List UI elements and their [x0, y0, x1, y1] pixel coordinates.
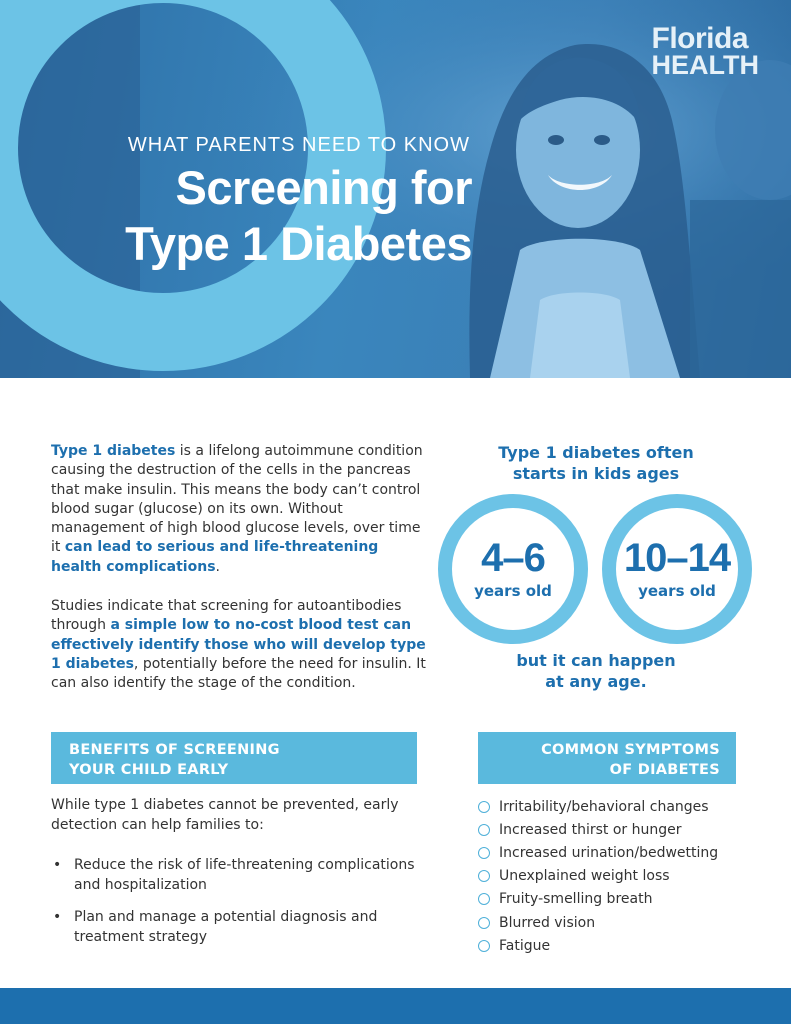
age-range-2-unit: years old — [638, 582, 716, 600]
age-range-1: 4–6 — [481, 536, 545, 580]
benefits-heading-line-2: YOUR CHILD EARLY — [69, 762, 229, 778]
symptom-text: Irritability/behavioral changes — [499, 798, 709, 815]
list-item — [478, 888, 768, 911]
intro-highlight-3: a simple low to no-cost blood test can effectively identify those who will develop type 1 diabetes — [51, 617, 426, 672]
age-callout-heading — [438, 442, 754, 484]
age-footer-line-1: but it can happen — [516, 651, 676, 670]
intro-highlight-1: Type 1 diabetes — [51, 443, 176, 459]
age-heading-line-2: starts in kids ages — [512, 464, 680, 483]
age-circles — [438, 494, 754, 654]
list-item — [478, 934, 768, 957]
florida-health-logo — [651, 22, 760, 80]
symptom-text: Fatigue — [499, 937, 551, 954]
page-title-line-2: Type 1 Diabetes — [125, 217, 472, 270]
list-item — [478, 795, 768, 818]
intro-text — [51, 442, 431, 714]
list-item — [478, 818, 768, 841]
benefits-section — [51, 795, 421, 959]
symptom-text: Increased thirst or hunger — [499, 821, 682, 838]
page-title — [30, 160, 472, 272]
age-circle-older — [602, 494, 752, 644]
age-footer-line-2: at any age. — [545, 672, 647, 691]
benefits-lead: While type 1 diabetes cannot be prevented, early detection can help families to: — [51, 797, 399, 833]
symptoms-heading — [478, 732, 736, 784]
circle-bullet-icon — [478, 893, 490, 905]
intro-text-3: Studies indicate that screening for autoantibodies through — [51, 598, 402, 634]
benefit-text: Reduce the risk of life-threatening complications and hospitalization — [74, 857, 415, 893]
page-title-line-1: Screening for — [175, 161, 472, 214]
age-heading-line-1: Type 1 diabetes often — [498, 443, 694, 462]
intro-text-2: . — [215, 558, 220, 575]
footer-bar — [0, 988, 791, 1024]
bullet-icon: • — [53, 857, 62, 873]
age-callout — [438, 442, 754, 692]
symptoms-heading-line-1: COMMON SYMPTOMS — [541, 742, 720, 758]
symptoms-list — [478, 795, 768, 957]
intro-text-1: is a lifelong autoimmune condition causing the destruction of the cells in the pancreas that make insulin. This means the body can’t control blood sugar (glucose) on its own. Without management of high blood glucose levels, over time it — [51, 443, 423, 556]
benefits-list — [51, 855, 421, 947]
intro-paragraph-1 — [51, 442, 431, 577]
symptom-text: Unexplained weight loss — [499, 868, 670, 885]
logo-line-1: Florida — [651, 22, 749, 55]
circle-bullet-icon — [478, 940, 490, 952]
age-callout-footer — [438, 650, 754, 692]
circle-bullet-icon — [478, 870, 490, 882]
list-item — [478, 911, 768, 934]
age-range-2: 10–14 — [623, 536, 731, 580]
symptom-text: Fruity-smelling breath — [499, 891, 653, 908]
list-item — [51, 907, 421, 947]
intro-highlight-2: can lead to serious and life-threatening health complications — [51, 539, 379, 575]
symptom-text: Blurred vision — [499, 914, 596, 931]
logo-line-2: HEALTH — [651, 50, 759, 80]
age-range-1-unit: years old — [474, 582, 552, 600]
circle-bullet-icon — [478, 917, 490, 929]
benefits-heading-line-1: BENEFITS OF SCREENING — [69, 742, 280, 758]
benefit-text: Plan and manage a potential diagnosis and treatment strategy — [74, 909, 378, 945]
circle-bullet-icon — [478, 824, 490, 836]
symptom-text: Increased urination/bedwetting — [499, 844, 719, 861]
intro-paragraph-2 — [51, 597, 431, 693]
circle-bullet-icon — [478, 847, 490, 859]
hero-banner — [0, 0, 791, 378]
benefits-heading — [51, 732, 417, 784]
intro-text-4: , potentially before the need for insulin. It can also identify the stage of the condition. — [51, 655, 426, 692]
bullet-icon: • — [53, 909, 62, 925]
list-item — [51, 855, 421, 895]
symptoms-heading-line-2: OF DIABETES — [609, 762, 720, 778]
circle-bullet-icon — [478, 801, 490, 813]
age-circle-young — [438, 494, 588, 644]
list-item — [478, 841, 768, 864]
hero-kicker: WHAT PARENTS NEED TO KNOW — [127, 134, 470, 156]
list-item — [478, 865, 768, 888]
